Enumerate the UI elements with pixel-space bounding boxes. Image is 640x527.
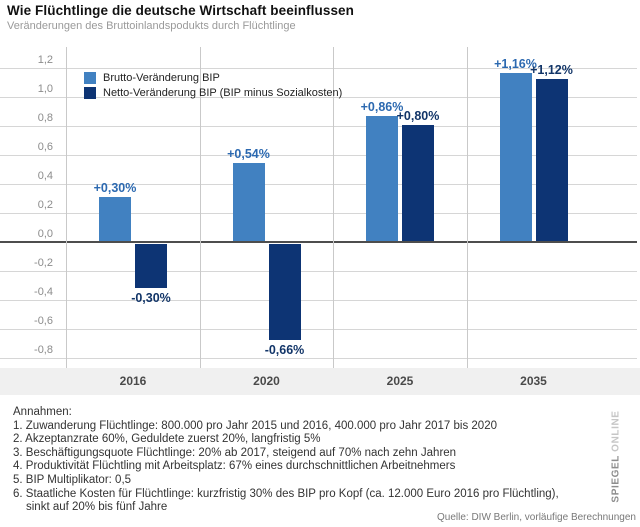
assumption-line: 5. BIP Multiplikator: 0,5 [13, 473, 132, 486]
page-title: Wie Flüchtlinge die deutsche Wirtschaft beeinflussen [7, 3, 355, 18]
page-subtitle: Veränderungen des Bruttoinlandspodukts durch Flüchtlinge [7, 20, 296, 32]
watermark-secondary: ONLINE [610, 410, 622, 452]
assumption-line: 2. Akzeptanzrate 60%, Geduldete zuerst 20%, langfristig 5% [13, 433, 321, 446]
legend-swatch-brutto-icon [84, 72, 96, 84]
bar-brutto-2035 [500, 73, 532, 241]
source-credit: Quelle: DIW Berlin, vorläufige Berechnungen [437, 512, 636, 523]
bar-value-label: -0,30% [131, 291, 171, 305]
bar-netto-2025 [402, 125, 434, 241]
x-tick-label: 2035 [520, 374, 547, 388]
bar-netto-2020 [269, 244, 301, 340]
y-tick-label: 1,0 [37, 83, 53, 95]
bar-value-label: +1,16% [494, 57, 537, 71]
grid-line-y [0, 329, 637, 330]
y-tick-label: 0,0 [37, 228, 53, 240]
legend-item-netto [84, 85, 342, 100]
grid-line-x [467, 47, 468, 395]
assumption-line: 3. Beschäftigungsquote Flüchtlinge: 20% ab 2017, steigend auf 70% nach zehn Jahren [13, 446, 457, 459]
bar-value-label: -0,66% [264, 343, 305, 357]
bar-brutto-2016 [99, 197, 131, 241]
chart-legend [84, 70, 342, 100]
bar-value-label: +1,12% [530, 63, 573, 77]
bar-value-label: +0,80% [396, 109, 440, 123]
x-tick-label: 2020 [253, 374, 280, 388]
y-tick-label: 1,2 [37, 54, 53, 66]
bar-value-label: +0,54% [227, 147, 270, 161]
legend-label-brutto: Brutto-Veränderung BIP [103, 71, 220, 84]
assumption-line: 4. Produktivität Flüchtling mit Arbeitsplatz: 67% eines durchschnittlichen Arbeitnehmers [13, 460, 456, 473]
assumptions-heading: Annahmen: [13, 406, 72, 418]
legend-swatch-netto-icon [84, 87, 96, 99]
y-tick-label: 0,4 [37, 170, 53, 182]
bar-value-label: +0,86% [360, 100, 404, 114]
x-tick-label: 2016 [119, 374, 147, 388]
y-tick-label: 0,6 [37, 141, 53, 153]
legend-label-netto: Netto-Veränderung BIP (BIP minus Sozialkosten) [103, 86, 343, 99]
y-tick-label: 0,2 [37, 199, 53, 211]
y-tick-label: -0,4 [34, 286, 53, 298]
assumption-line: sinkt auf 20% bis fünf Jahre [26, 501, 168, 514]
grid-line-y [0, 241, 637, 243]
grid-line-y [0, 271, 637, 272]
y-tick-label: 0,8 [37, 112, 53, 124]
x-tick-label: 2025 [386, 374, 414, 388]
grid-line-y [0, 300, 637, 301]
assumption-line: 1. Zuwanderung Flüchtlinge: 800.000 pro Jahr 2015 und 2016, 400.000 pro Jahr 2017 bis 2020 [13, 419, 497, 432]
legend-item-brutto [84, 70, 342, 85]
bar-brutto-2025 [366, 116, 398, 241]
bar-netto-2016 [135, 244, 167, 288]
y-tick-label: -0,2 [34, 257, 53, 269]
assumptions-block [13, 406, 613, 515]
y-tick-label: -0,6 [34, 315, 53, 327]
y-tick-label: -0,8 [34, 344, 53, 356]
grid-line-x [66, 47, 67, 395]
spiegel-online-watermark [611, 402, 624, 512]
bar-value-label: +0,30% [93, 181, 137, 195]
bar-brutto-2020 [233, 163, 265, 241]
assumption-line: 6. Staatliche Kosten für Flüchtlinge: kurzfristig 30% des BIP pro Kopf (ca. 12.000 Euro 2016 pro Flüchtling), [13, 487, 559, 500]
grid-line-y [0, 358, 637, 359]
watermark-primary: SPIEGEL [610, 455, 622, 503]
bar-netto-2035 [536, 79, 568, 241]
